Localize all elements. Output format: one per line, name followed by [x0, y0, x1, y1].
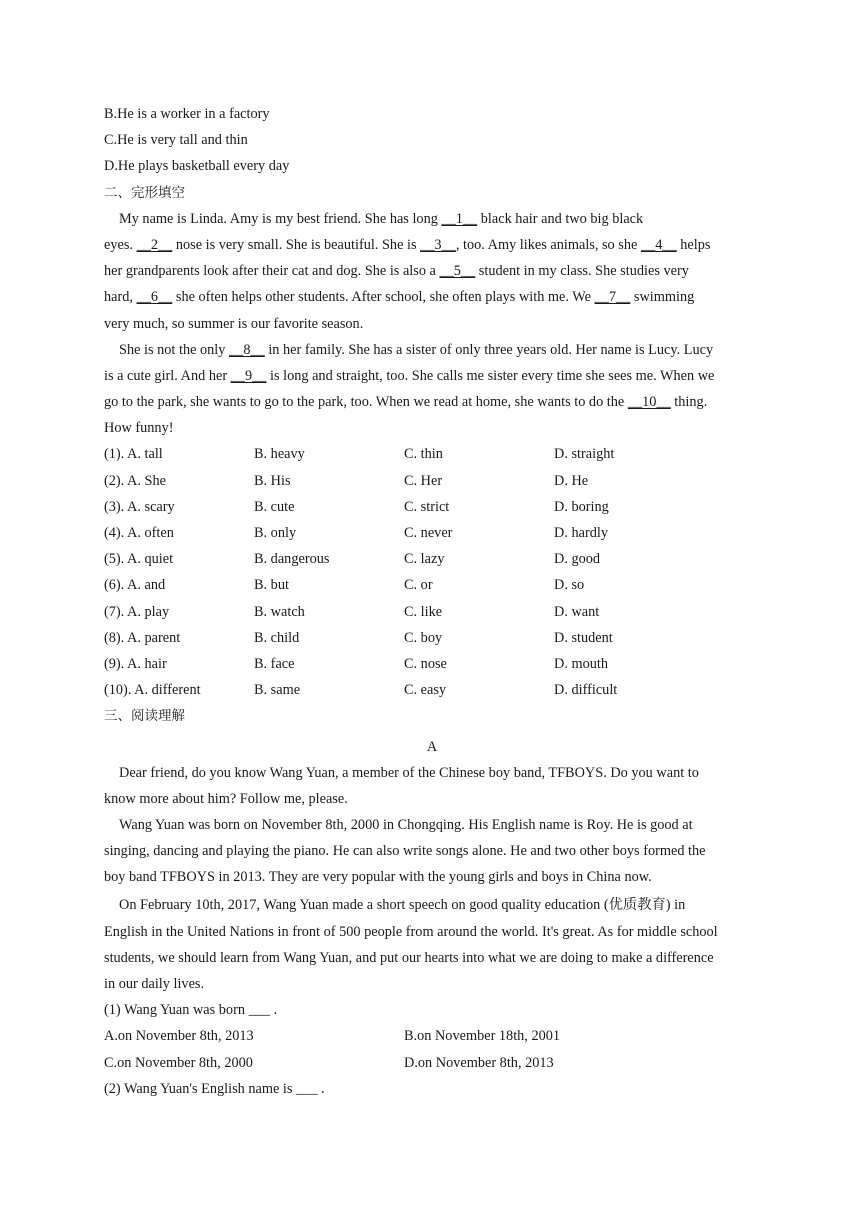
answer-option: C.on November 8th, 2000	[104, 1054, 253, 1071]
passage-line: know more about him? Follow me, please.	[104, 790, 348, 807]
passage-line: How funny!	[104, 420, 174, 437]
option-row: (8). A. parent B. child C. boy D. student	[104, 629, 613, 646]
section-title-reading: 三、阅读理解	[104, 708, 185, 725]
blank-4: __4__	[640, 236, 677, 253]
passage-line: English in the United Nations in front of 500 people from around the world. It's great. As for middle school	[104, 923, 718, 940]
reading-part-label: A	[426, 738, 438, 755]
passage-line: hard, __6__ she often helps other students. After school, she often plays with me. We __7__ swimming	[104, 284, 760, 310]
option-row: (9). A. hair B. face C. nose D. mouth	[104, 655, 609, 672]
passage-line: in our daily lives.	[104, 976, 205, 992]
blank-3: __3__	[420, 236, 456, 253]
answer-option: B.on November 18th, 2001	[404, 1028, 561, 1045]
passage-line: students, we should learn from Wang Yuan, and put our hearts into what we are doing to make a difference	[104, 949, 714, 966]
answer-row	[104, 1050, 760, 1076]
question-2: (2) Wang Yuan's English name is ___ .	[104, 1080, 325, 1097]
passage-line: eyes. __2__ nose is very small. She is beautiful. She is __3__, too. Amy likes animals, so she __4__ helps	[104, 232, 760, 258]
option-row: (4). A. often B. only C. never D. hardly	[104, 525, 608, 541]
option-line: B.He is a worker in a factory	[104, 106, 270, 122]
option-row: (1). A. tall B. heavy C. thin D. straight	[104, 446, 615, 463]
answer-row	[104, 1023, 760, 1049]
option-row: (2). A. She B. His C. Her D. He	[104, 472, 589, 489]
blank-1: __1__	[441, 210, 478, 227]
passage-line: her grandparents look after their cat and dog. She is also a __5__ student in my class. She studies very	[104, 258, 760, 284]
blank-9: __9__	[230, 367, 267, 384]
document-page	[104, 101, 760, 1102]
passage-line: Dear friend, do you know Wang Yuan, a member of the Chinese boy band, TFBOYS. Do you want to	[119, 764, 699, 781]
option-row: (3). A. scary B. cute C. strict D. boring	[104, 498, 609, 515]
blank-7: __7__	[594, 289, 631, 306]
option-row: (10). A. different B. same C. easy D. difficult	[104, 682, 618, 699]
passage-line: go to the park, she wants to go to the park, too. When we read at home, she wants to do the __10__ thing.	[104, 389, 760, 415]
passage-line: singing, dancing and playing the piano. He can also write songs alone. He and two other boys formed the	[104, 843, 706, 860]
blank-6: __6__	[136, 289, 173, 306]
cloze-passage	[104, 206, 760, 442]
blank-2: __2__	[136, 236, 173, 253]
passage-line: is a cute girl. And her __9__ is long and straight, too. She calls me sister every time she sees me. When we	[104, 363, 760, 389]
option-row: (5). A. quiet B. dangerous C. lazy D. good	[104, 551, 601, 568]
passage-line: She is not the only __8__ in her family. She has a sister of only three years old. Her name is Lucy. Lucy	[104, 337, 760, 363]
answer-option: D.on November 8th, 2013	[404, 1054, 554, 1071]
blank-8: __8__	[229, 341, 265, 358]
option-line: D.He plays basketball every day	[104, 158, 290, 175]
question-1: (1) Wang Yuan was born ___ .	[104, 1002, 278, 1019]
option-line: C.He is very tall and thin	[104, 132, 248, 149]
answer-option: A.on November 8th, 2013	[104, 1028, 254, 1045]
passage-line: On February 10th, 2017, Wang Yuan made a short speech on good quality education (优质教育) in	[119, 896, 686, 913]
blank-5: __5__	[439, 263, 476, 280]
reading-passage	[104, 760, 760, 998]
passage-line: Wang Yuan was born on November 8th, 2000 in Chongqing. His English name is Roy. He is good at	[119, 817, 693, 834]
passage-line: My name is Linda. Amy is my best friend. She has long __1__ black hair and two big black	[104, 206, 760, 232]
option-row: (6). A. and B. but C. or D. so	[104, 577, 585, 594]
passage-line: boy band TFBOYS in 2013. They are very popular with the young girls and boys in China now.	[104, 869, 652, 886]
passage-line: very much, so summer is our favorite season.	[104, 315, 364, 332]
section-title-cloze: 二、完形填空	[104, 184, 185, 201]
blank-10: __10__	[627, 394, 671, 411]
option-row: (7). A. play B. watch C. like D. want	[104, 603, 600, 620]
cloze-options	[104, 441, 760, 703]
